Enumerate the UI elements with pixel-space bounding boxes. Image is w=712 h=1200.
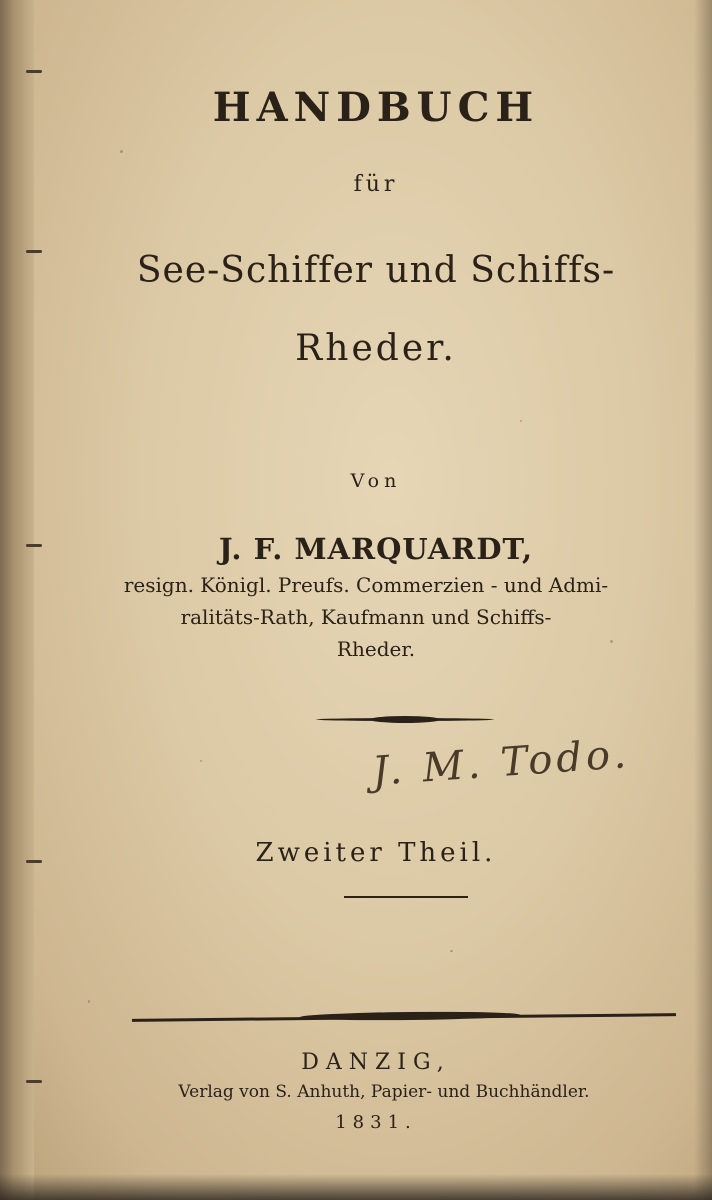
binding-stitch: [26, 1080, 42, 1083]
page-bottom-shadow: [0, 1174, 712, 1200]
subtitle-line-2: Rheder.: [295, 328, 457, 369]
publication-year: 1831.: [335, 1112, 417, 1133]
author-affiliation-line-2: ralitäts-Rath, Kaufmann und Schiffs-: [180, 605, 552, 629]
ornamental-rule-swell: [370, 716, 440, 723]
subtitle-line-1: See-Schiffer und Schiffs-: [136, 250, 616, 291]
handwritten-signature: J. M. Todo.: [370, 731, 632, 795]
book-spine-gutter: [0, 0, 34, 1200]
paper-speck: [450, 950, 453, 952]
author-affiliation-line-1: resign. Königl. Preufs. Commerzien - und Admi-: [123, 573, 609, 597]
publisher-line: Verlag von S. Anhuth, Papier- und Buchhändler.: [178, 1082, 590, 1102]
author-name: J. F. MARQUARDT,: [218, 532, 534, 566]
author-affiliation-line-3: Rheder.: [336, 637, 416, 661]
book-title: HANDBUCH: [212, 84, 540, 131]
paper-speck: [200, 760, 202, 762]
paper-speck: [120, 150, 123, 153]
volume-part: Zweiter Theil.: [255, 838, 497, 868]
paper-speck: [520, 420, 522, 422]
publication-city: DANZIG,: [301, 1050, 451, 1075]
short-rule: [344, 896, 468, 898]
binding-stitch: [26, 70, 42, 73]
title-preposition: für: [353, 172, 399, 197]
paper-speck: [88, 1000, 90, 1003]
by-label: Von: [350, 470, 402, 492]
long-rule-swell: [300, 1011, 520, 1021]
